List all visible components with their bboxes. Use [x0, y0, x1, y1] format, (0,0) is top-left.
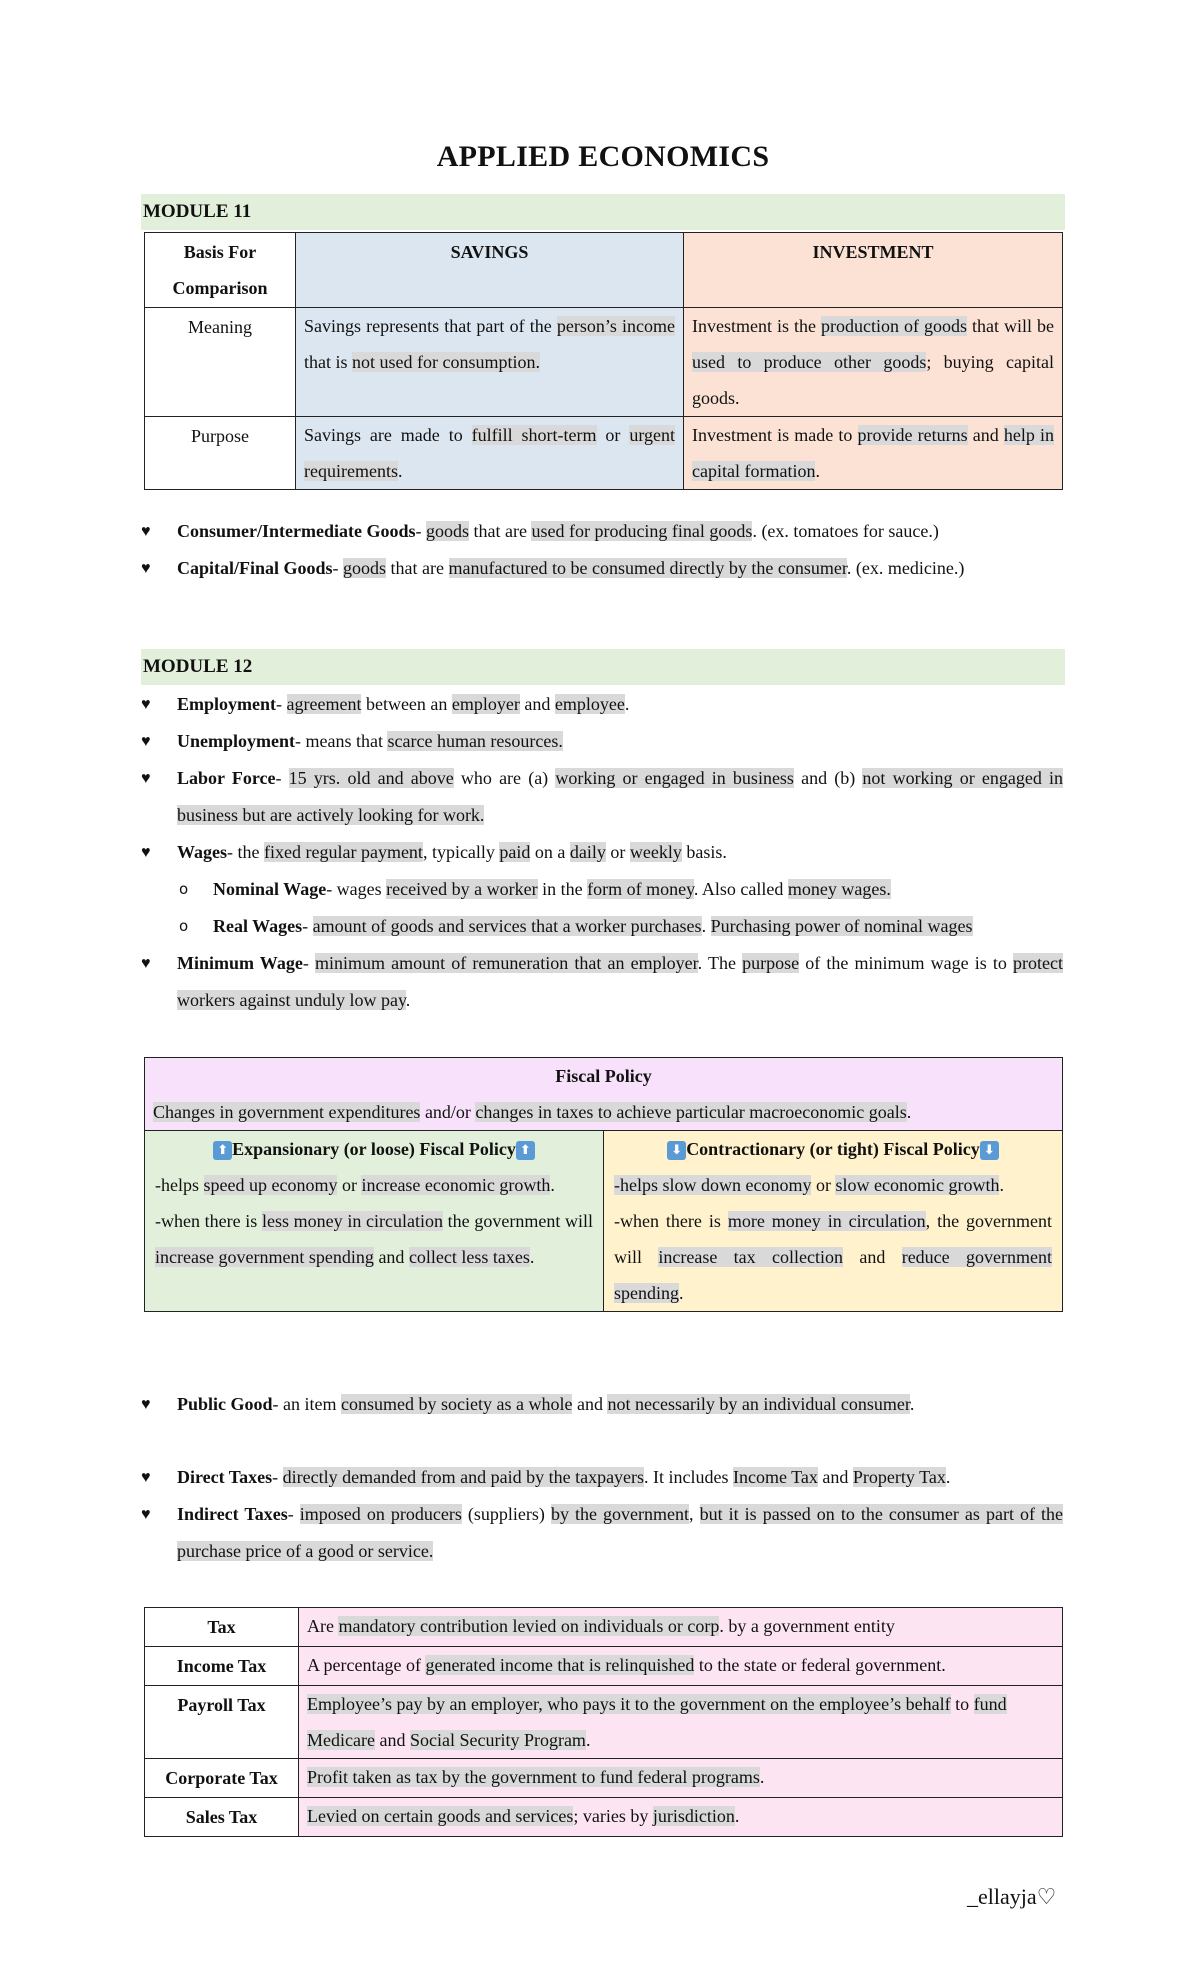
heart-icon: ♥	[141, 733, 151, 750]
fiscal-policy-table	[144, 1057, 1063, 1312]
list-item	[141, 834, 1063, 871]
term: Capital/Final Goods	[177, 558, 333, 578]
highlight: form of money	[587, 879, 694, 899]
highlight: Employee’s pay by an employer, who pays it to the government on the employee’s behalf	[307, 1694, 951, 1714]
heart-icon: ♥	[141, 1396, 151, 1413]
up-arrow-icon: ⬆	[516, 1141, 535, 1160]
term: Employment	[177, 694, 276, 714]
term: Nominal Wage	[213, 879, 327, 899]
module-11-heading: MODULE 11	[141, 194, 1065, 230]
term: Real Wages	[213, 916, 303, 936]
term: Wages	[177, 842, 228, 862]
text: and/or	[420, 1102, 476, 1122]
heart-icon: ♥	[141, 770, 151, 787]
highlight: increase economic growth	[361, 1175, 551, 1195]
heart-icon: ♥	[141, 955, 151, 972]
text: . (ex. tomatoes for sauce.)	[752, 521, 939, 541]
highlight: less money in circulation	[262, 1211, 443, 1231]
heart-icon: ♥	[141, 560, 151, 577]
contractionary-policy-cell: ⬇ Contractionary (or tight) Fiscal Policy ⬇ -helps slow down economy or slow economic growth. -when there is more money in circulation, the government will increase tax collection and reduce government spending.	[604, 1131, 1063, 1312]
heart-icon: ♥	[141, 523, 151, 540]
text: or	[596, 425, 630, 445]
text: -	[332, 558, 344, 578]
highlight: -helps slow down economy	[614, 1175, 812, 1195]
text: A percentage of	[307, 1655, 426, 1675]
highlight: production of goods	[821, 316, 967, 336]
text: . It includes	[644, 1467, 734, 1487]
highlight: weekly	[629, 842, 682, 862]
table-row	[145, 1131, 1063, 1312]
highlight: person’s income	[556, 316, 675, 336]
highlight: reduce government spending	[614, 1247, 1052, 1303]
tax-type-label: Sales Tax	[145, 1798, 299, 1837]
tax-type-description	[299, 1608, 1063, 1647]
goods-definitions-list	[141, 513, 1063, 587]
table-row	[145, 1608, 1063, 1647]
investment-purpose: Investment is made to provide returns and help in capital formation.	[684, 417, 1063, 490]
highlight: provide returns	[857, 425, 968, 445]
up-arrow-icon: ⬆	[213, 1141, 232, 1160]
text: that are	[469, 521, 532, 541]
highlight: working or engaged in business	[555, 768, 794, 788]
text: -	[415, 521, 426, 541]
text: and	[843, 1247, 902, 1267]
highlight: fund	[973, 1694, 1007, 1714]
row-label-purpose: Purpose	[145, 417, 296, 490]
list-item	[141, 550, 1063, 587]
highlight: help in capital formation	[692, 425, 1054, 481]
highlight: Purchasing power of nominal wages	[710, 916, 973, 936]
highlight: minimum amount of remuneration that an employer	[314, 953, 698, 973]
expansionary-title	[155, 1131, 593, 1167]
tax-type-description	[299, 1647, 1063, 1686]
highlight: mandatory contribution levied on individuals or corp	[338, 1616, 720, 1636]
investment-header: INVESTMENT	[684, 233, 1063, 308]
list-item: ♥ Labor Force- 15 yrs. old and above who are (a) working or engaged in business and (b) not working or engaged in business but are actively looking for work.	[141, 760, 1063, 834]
highlight: fulfill short-term	[471, 425, 597, 445]
circle-icon: o	[179, 917, 189, 935]
text: that will be	[967, 316, 1054, 336]
text: and	[572, 1394, 608, 1414]
text: that is	[304, 352, 352, 372]
highlight: scarce human resources.	[387, 731, 563, 751]
table-row	[145, 1647, 1063, 1686]
table-row	[145, 417, 1063, 490]
highlight: by the government	[550, 1504, 690, 1524]
down-arrow-icon: ⬇	[667, 1141, 686, 1160]
fiscal-policy-title: Fiscal Policy	[555, 1066, 652, 1086]
heart-icon: ♥	[141, 1506, 151, 1523]
list-item	[141, 871, 1063, 908]
savings-header: SAVINGS	[296, 233, 684, 308]
fiscal-policy-header: Fiscal Policy Changes in government expenditures and/or changes in taxes to achieve particular macroeconomic goals.	[145, 1058, 1063, 1131]
highlight: directly demanded from and paid by the taxpayers	[282, 1467, 645, 1487]
savings-vs-investment-table	[144, 232, 1063, 490]
highlight: received by a worker	[386, 879, 538, 899]
highlight: goods	[425, 521, 469, 541]
table-row	[145, 1058, 1063, 1131]
highlight: manufactured to be consumed directly by the consumer	[448, 558, 847, 578]
text: - the	[227, 842, 264, 862]
text: . by a government entity	[719, 1616, 895, 1636]
circle-icon: o	[179, 880, 189, 898]
list-item: ♥ Public Good- an item consumed by society as a whole and not necessarily by an individual consumer.	[141, 1386, 1063, 1423]
highlight: changes in taxes to achieve particular macroeconomic goals	[475, 1102, 907, 1122]
term: Labor Force	[177, 768, 276, 788]
table-row	[145, 1686, 1063, 1759]
text: Contractionary (or tight) Fiscal Policy	[686, 1139, 980, 1159]
tax-type-description: Levied on certain goods and services; varies by jurisdiction.	[299, 1798, 1063, 1837]
highlight: paid	[499, 842, 531, 862]
contractionary-title	[614, 1131, 1052, 1167]
highlight: Levied on certain goods and services	[307, 1806, 574, 1826]
text: and	[374, 1730, 410, 1750]
text: and	[519, 694, 555, 714]
tax-type-description: Employee’s pay by an employer, who pays it to the government on the employee’s behalf to fund Medicare and Social Security Program.	[299, 1686, 1063, 1759]
text: the government will	[443, 1211, 593, 1231]
text: (suppliers)	[461, 1504, 551, 1524]
text: in the	[537, 879, 588, 899]
highlight: agreement	[286, 694, 362, 714]
highlight: goods	[343, 558, 387, 578]
highlight: more money in circulation	[727, 1211, 926, 1231]
text: , typically	[422, 842, 500, 862]
text: Savings are made to	[304, 425, 472, 445]
down-arrow-icon: ⬇	[980, 1141, 999, 1160]
highlight: consumed by society as a whole	[341, 1394, 573, 1414]
text: , the government will	[614, 1211, 1052, 1267]
page-title: APPLIED ECONOMICS	[436, 140, 770, 173]
text: Savings represents that part of the	[304, 316, 557, 336]
text: and	[373, 1247, 409, 1267]
text: to	[950, 1694, 974, 1714]
labor-definitions-list	[141, 686, 1063, 1019]
highlight: increase tax collection	[658, 1247, 843, 1267]
highlight: purpose	[742, 953, 800, 973]
basis-header	[145, 233, 296, 308]
tax-type-label: Corporate Tax	[145, 1759, 299, 1798]
tax-type-label: Income Tax	[145, 1647, 299, 1686]
author-signature: _ellayja♡	[967, 1884, 1057, 1909]
text: and	[817, 1467, 853, 1487]
text: -helps	[155, 1175, 204, 1195]
highlight: Medicare	[307, 1730, 375, 1750]
highlight: fixed regular payment	[264, 842, 423, 862]
highlight: speed up economy	[203, 1175, 338, 1195]
highlight: Profit taken as tax by the government to fund federal programs	[307, 1767, 760, 1787]
tax-type-label: Payroll Tax	[145, 1686, 299, 1759]
savings-purpose: Savings are made to fulfill short-term or urgent requirements.	[296, 417, 684, 490]
investment-meaning	[684, 308, 1063, 417]
highlight: used to produce other goods	[692, 352, 927, 372]
text: - means that	[295, 731, 388, 751]
highlight: daily	[569, 842, 606, 862]
text: of the minimum wage is to	[799, 953, 1014, 973]
text: -when there is	[155, 1211, 262, 1231]
highlight: amount of goods and services that a worker purchases	[312, 916, 702, 936]
table-row	[145, 308, 1063, 417]
highlight: 15 yrs. old and above	[288, 768, 454, 788]
text: and	[967, 425, 1004, 445]
text: basis.	[681, 842, 727, 862]
table-row	[145, 1759, 1063, 1798]
heart-icon: ♥	[141, 696, 151, 713]
text: that are	[386, 558, 449, 578]
highlight: increase government spending	[155, 1247, 374, 1267]
highlight: collect less taxes	[408, 1247, 530, 1267]
term: Consumer/Intermediate Goods	[177, 521, 416, 541]
text: or	[811, 1175, 836, 1195]
highlight: Income Tax	[733, 1467, 818, 1487]
text: ; varies by	[573, 1806, 653, 1826]
basis-header-line2: Comparison	[172, 278, 268, 298]
table-header-row	[145, 233, 1063, 308]
list-item	[141, 513, 1063, 550]
text: on a	[530, 842, 570, 862]
highlight: slow economic growth	[835, 1175, 1000, 1195]
public-good-list	[141, 1386, 1063, 1423]
row-label-meaning: Meaning	[145, 308, 296, 417]
highlight: Changes in government expenditures	[153, 1102, 421, 1122]
text: ,	[689, 1504, 700, 1524]
text: . Also called	[693, 879, 788, 899]
list-item: o Real Wages- amount of goods and services that a worker purchases. Purchasing power of nominal wages	[141, 908, 1063, 945]
list-item: ♥ Direct Taxes- directly demanded from and paid by the taxpayers. It includes Income Tax and Property Tax.	[141, 1459, 1063, 1496]
highlight: imposed on producers	[299, 1504, 462, 1524]
highlight: employee	[554, 694, 625, 714]
text: . (ex. medicine.)	[846, 558, 965, 578]
list-item: ♥ Indirect Taxes- imposed on producers (suppliers) by the government, but it is passed on to the consumer as part of the purchase price of a good or service.	[141, 1496, 1063, 1570]
term: Unemployment	[177, 731, 295, 751]
taxes-list	[141, 1459, 1063, 1570]
text: to the state or federal government.	[694, 1655, 946, 1675]
highlight: urgent requirements	[304, 425, 675, 481]
heart-icon: ♥	[141, 1469, 151, 1486]
text: between an	[361, 694, 452, 714]
highlight: jurisdiction	[652, 1806, 735, 1826]
text: ; buying capital goods.	[692, 352, 1054, 408]
term: Direct Taxes	[177, 1467, 273, 1487]
text: Expansionary (or loose) Fiscal Policy	[232, 1139, 516, 1159]
basis-header-line1: Basis For	[183, 242, 257, 262]
highlight: not necessarily by an individual consumer	[607, 1394, 910, 1414]
list-item: ♥ Minimum Wage- minimum amount of remuneration that an employer. The purpose of the minimum wage is to protect workers against unduly low pay.	[141, 945, 1063, 1019]
tax-type-label: Tax	[145, 1608, 299, 1647]
table-row	[145, 1798, 1063, 1837]
text: . The	[697, 953, 743, 973]
text: or	[337, 1175, 362, 1195]
list-item	[141, 723, 1063, 760]
text: or	[605, 842, 630, 862]
text: - an item	[272, 1394, 342, 1414]
term: Minimum Wage	[177, 953, 303, 973]
module-12-heading: MODULE 12	[141, 649, 1065, 685]
savings-meaning	[296, 308, 684, 417]
list-item: ♥ Employment- agreement between an employer and employee.	[141, 686, 1063, 723]
highlight: not working or engaged in business but are actively looking for work.	[177, 768, 1063, 825]
highlight: not used for consumption.	[352, 352, 540, 372]
heart-icon: ♥	[141, 844, 151, 861]
term: Public Good	[177, 1394, 273, 1414]
term: Indirect Taxes	[177, 1504, 288, 1524]
text: - wages	[326, 879, 387, 899]
highlight: protect workers against unduly low pay	[177, 953, 1064, 1010]
highlight: used for producing final goods	[531, 521, 753, 541]
highlight: but it is passed on to the consumer as part of the purchase price of a good or service.	[177, 1504, 1064, 1561]
text: Investment is the	[692, 316, 821, 336]
highlight: Property Tax	[852, 1467, 946, 1487]
highlight: generated income that is relinquished	[425, 1655, 695, 1675]
highlight: employer	[451, 694, 520, 714]
expansionary-policy-cell: ⬆ Expansionary (or loose) Fiscal Policy ⬆ -helps speed up economy or increase economic growth. -when there is less money in circulation the government will increase government spending and collect less taxes.	[145, 1131, 604, 1312]
highlight: Social Security Program	[409, 1730, 586, 1750]
text: -when there is	[614, 1211, 728, 1231]
highlight: money wages.	[787, 879, 891, 899]
tax-type-description: Profit taken as tax by the government to fund federal programs.	[299, 1759, 1063, 1798]
text: Are	[307, 1616, 339, 1636]
text: and (b)	[793, 768, 863, 788]
text: Investment is made to	[692, 425, 858, 445]
text: who are (a)	[453, 768, 556, 788]
tax-types-table	[144, 1607, 1063, 1837]
